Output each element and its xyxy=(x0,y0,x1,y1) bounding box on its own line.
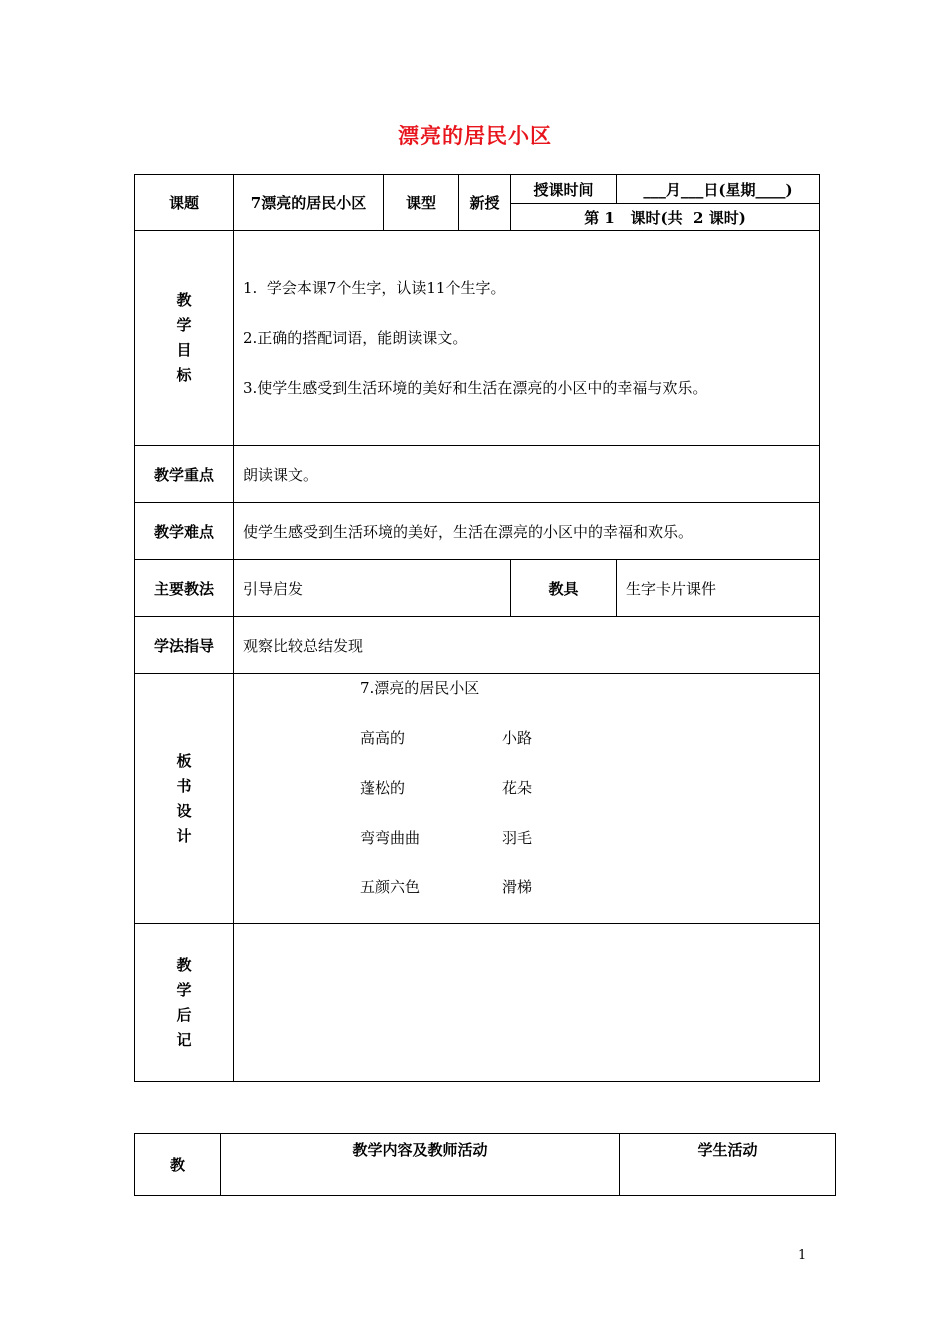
type-value: 新授 xyxy=(459,175,511,231)
goals-label-char: 标 xyxy=(176,366,192,384)
board-word-right: 滑梯 xyxy=(502,878,533,896)
goals-label-char: 目 xyxy=(176,341,192,359)
study-value: 观察比较总结发现 xyxy=(234,617,820,674)
afterword-content xyxy=(234,924,820,1082)
board-label-char: 板 xyxy=(176,751,192,770)
difficulty-label: 教学难点 xyxy=(135,503,234,560)
afterword-label xyxy=(135,924,234,1082)
method-value: 引导启发 xyxy=(234,560,511,617)
activity-table xyxy=(134,1133,836,1196)
period-value: 第 1 课时(共 2 课时) xyxy=(511,204,820,231)
topic-value: 7漂亮的居民小区 xyxy=(234,175,384,231)
afterword-label-char: 教 xyxy=(176,955,192,974)
topic-label: 课题 xyxy=(135,175,234,231)
board-content xyxy=(234,674,820,924)
activity-col3-header: 学生活动 xyxy=(620,1134,836,1196)
page-number: 1 xyxy=(798,1248,807,1263)
board-label-char: 设 xyxy=(176,801,192,820)
activity-col1: 教 xyxy=(135,1134,221,1196)
document-title: 漂亮的居民小区 xyxy=(398,123,552,148)
activity-col2-header: 教学内容及教师活动 xyxy=(221,1134,620,1196)
difficulty-value: 使学生感受到生活环境的美好，生活在漂亮的小区中的幸福和欢乐。 xyxy=(234,503,820,560)
study-label: 学法指导 xyxy=(135,617,234,674)
type-label: 课型 xyxy=(384,175,459,231)
goals-content xyxy=(234,231,820,446)
afterword-label-char: 学 xyxy=(176,980,192,999)
goal-item-1: 1. 学会本课7个生字，认读11个生字。 xyxy=(243,278,506,297)
goals-label-char: 教 xyxy=(176,291,192,309)
board-word-left: 五颜六色 xyxy=(360,878,421,896)
board-heading: 7.漂亮的居民小区 xyxy=(360,679,480,697)
board-label xyxy=(135,674,234,924)
afterword-label-char: 记 xyxy=(176,1030,192,1049)
tools-value: 生字卡片课件 xyxy=(617,560,820,617)
afterword-label-char: 后 xyxy=(176,1005,192,1024)
tools-label: 教具 xyxy=(511,560,617,617)
board-label-char: 计 xyxy=(176,826,192,845)
goal-item-3: 3.使学生感受到生活环境的美好和生活在漂亮的小区中的幸福与欢乐。 xyxy=(243,378,708,397)
board-word-left: 蓬松的 xyxy=(360,779,406,797)
key-point-label: 教学重点 xyxy=(135,446,234,503)
goals-label-char: 学 xyxy=(176,316,192,334)
goal-item-2: 2.正确的搭配词语，能朗读课文。 xyxy=(243,328,468,347)
board-word-left: 弯弯曲曲 xyxy=(360,829,421,847)
board-word-right: 小路 xyxy=(502,729,533,747)
goals-label xyxy=(135,231,234,446)
time-label: 授课时间 xyxy=(511,175,617,204)
date-value: ___月___日(星期____) xyxy=(617,175,820,204)
board-word-left: 高高的 xyxy=(360,729,406,747)
board-word-right: 羽毛 xyxy=(502,829,533,847)
lesson-plan-table xyxy=(134,174,820,1082)
key-point-value: 朗读课文。 xyxy=(234,446,820,503)
board-word-right: 花朵 xyxy=(502,779,533,797)
board-label-char: 书 xyxy=(176,776,192,795)
method-label: 主要教法 xyxy=(135,560,234,617)
